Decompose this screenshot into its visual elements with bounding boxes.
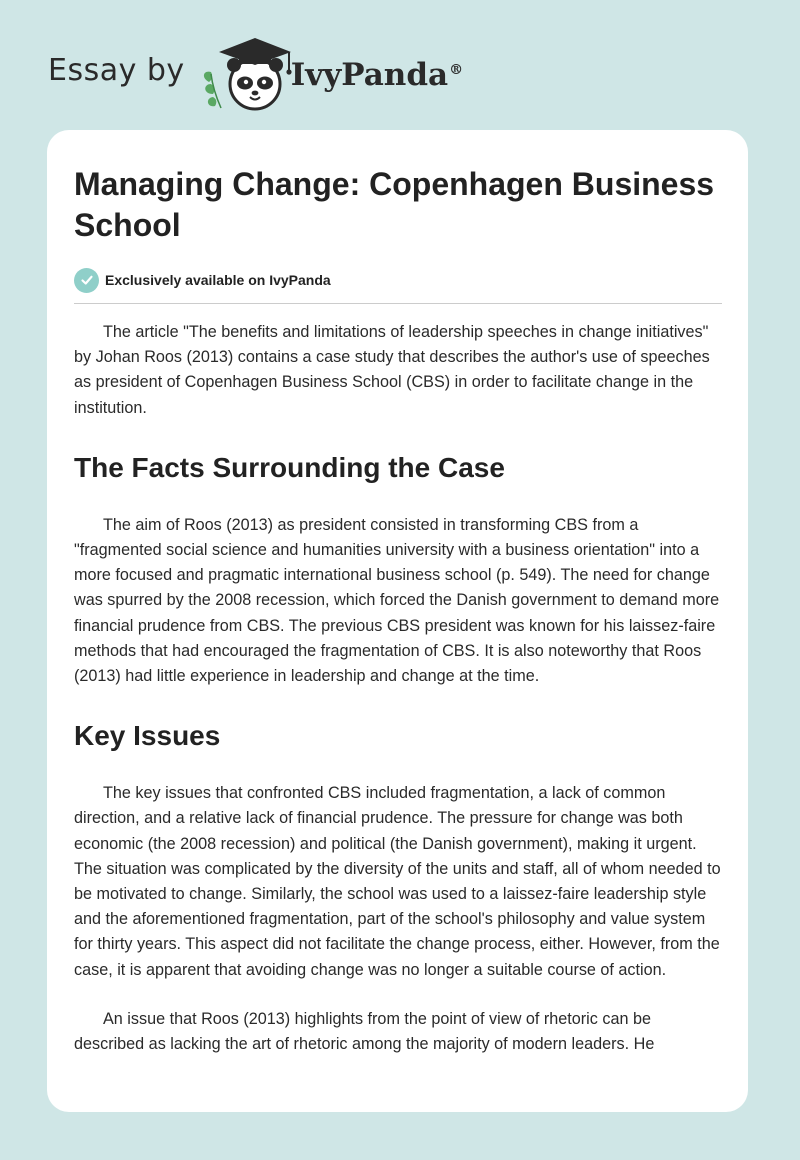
title-divider (74, 303, 722, 304)
registered-mark: ® (449, 61, 464, 78)
graduation-panda-icon (199, 34, 295, 114)
brand-header[interactable] (48, 34, 463, 114)
brand-name (291, 57, 463, 93)
check-circle-icon (74, 268, 99, 293)
rhetoric-paragraph: An issue that Roos (2013) highlights from the point of view of rhetoric can be described as lacking the art of rhetoric among the majority of modern leaders. He (74, 1009, 655, 1054)
intro-paragraph: The article "The benefits and limitations of leadership speeches in change initiatives" by Johan Roos (2013) contains a case study that describes the author's use of speeches as president of Copenhagen Business School (CBS) in order to facilitate change in the institution. (74, 323, 710, 417)
section-heading-key-issues: Key Issues (74, 720, 221, 752)
brand-name-text: IvyPanda (290, 57, 449, 93)
exclusive-badge (74, 267, 722, 293)
essay-card (47, 130, 748, 1112)
section-heading-facts: The Facts Surrounding the Case (74, 451, 505, 483)
facts-paragraph: The aim of Roos (2013) as president consisted in transforming CBS from a "fragmented social science and humanities university with a business orientation" into a more focused and pragmatic international business school (p. 549). The need for change was spurred by the 2008 recession, which forced the Danish government to demand more financial prudence from CBS. The previous CBS president was known for his laissez-faire methods that had encouraged the fragmentation of CBS. It is also noteworthy that Roos (2013) had little experience in leadership and change at the time. (74, 515, 720, 686)
essay-title: Managing Change: Copenhagen Business School (74, 166, 715, 243)
key-issues-paragraph: The key issues that confronted CBS included fragmentation, a lack of common direction, and a relative lack of financial prudence. The pressure for change was both economic (the 2008 recession) and political (the Danish government), making it urgent. The situation was complicated by the diversity of the units and staff, all of whom needed to be motivated to change. Similarly, the school was used to a laissez-faire leadership style and the aforementioned fragmentation, part of the school's philosophy and value system for thirty years. This aspect did not facilitate the change process, either. However, from the case, it is apparent that avoiding change was no longer a suitable course of action. (74, 784, 721, 979)
exclusive-badge-text: Exclusively available on IvyPanda (105, 272, 331, 288)
brand-prefix: Essay by (48, 52, 185, 88)
